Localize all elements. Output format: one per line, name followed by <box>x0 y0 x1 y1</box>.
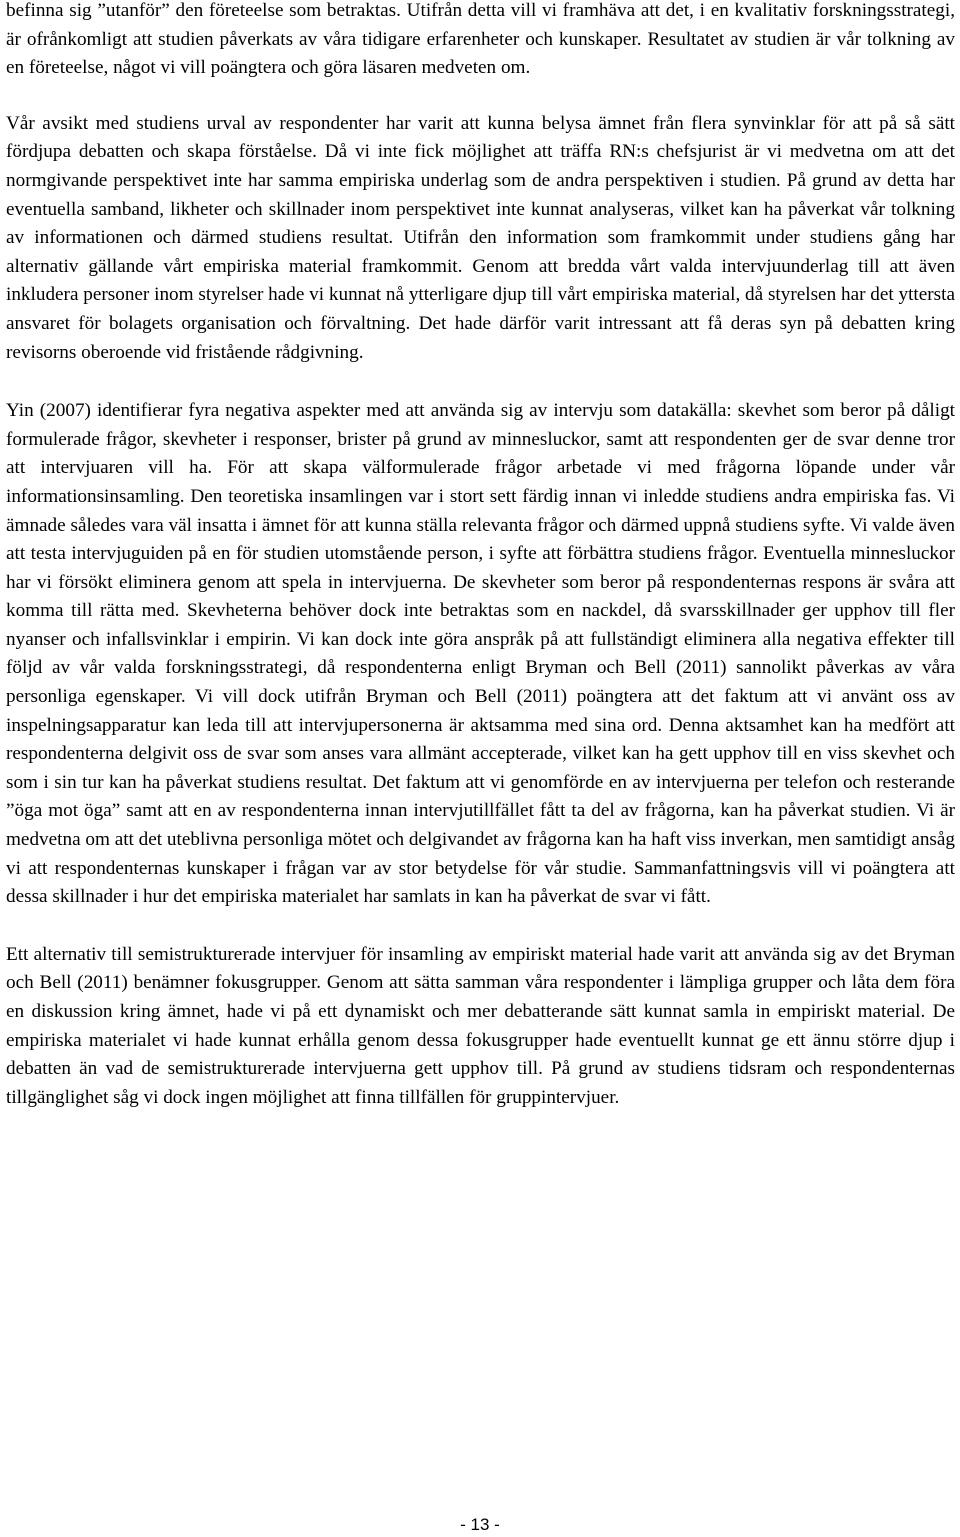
paragraph-2: Vår avsikt med studiens urval av respondenter har varit att kunna belysa ämnet från flera synvinklar för att på så sätt fördjupa debatten och skapa förståelse. Då vi inte fick möjlighet att träffa RN:s chefsjurist är vi medvetna om att det normgivande perspektivet inte har samma empiriska underlag som de andra perspektiven i studien. På grund av detta har eventuella samband, likheter och skillnader inom perspektivet inte kunnat analyseras, vilket kan ha påverkat vår tolkning av informationen och därmed studiens resultat. Utifrån den information som framkommit under studiens gång har alternativ gällande vårt empiriska material framkommit. Genom att bredda vårt valda intervjuunderlag till att även inkludera personer inom styrelser hade vi kunnat nå ytterligare djup till vårt empiriska material, då styrelsen har det yttersta ansvaret för bolagets organisation och förvaltning. Det hade därför varit intressant att få deras syn på debatten kring revisorns oberoende vid fristående rådgivning. <box>6 112 955 363</box>
document-page <box>6 0 955 1112</box>
paragraph-4: Ett alternativ till semistrukturerade intervjuer för insamling av empiriskt material hade varit att använda sig av det Bryman och Bell (2011) benämner fokusgrupper. Genom att sätta samman våra respondenter i lämpliga grupper och låta dem föra en diskussion kring ämnet, hade vi på ett dynamiskt och mer debatterande sätt kunnat samla in empiriskt material. De empiriska materialet vi hade kunnat erhålla genom dessa fokusgrupper hade eventuellt kunnat ge ett ännu större djup i debatten än vad de semistrukturerade intervjuerna gett upphov till. På grund av studiens tidsram och respondenternas tillgänglighet såg vi dock ingen möjlighet att finna tillfällen för gruppintervjuer. <box>6 943 955 1108</box>
paragraph-3: Yin (2007) identifierar fyra negativa aspekter med att använda sig av intervju som datakälla: skevhet som beror på dåligt formulerade frågor, skevheter i responser, brister på grund av minnesluckor, samt att respondenten ger de svar denne tror att intervjuaren vill ha. För att skapa välformulerade frågor arbetade vi med frågorna löpande under vår informationsinsamling. Den teoretiska insamlingen var i stort sett färdig innan vi inledde studiens andra empiriska fas. Vi ämnade således vara väl insatta i ämnet för att kunna ställa relevanta frågor och därmed uppnå studiens syfte. Vi valde även att testa intervjuguiden på en för studien utomstående person, i syfte att förbättra studiens frågor. Eventuella minnesluckor har vi försökt eliminera genom att spela in intervjuerna. De skevheter som beror på respondenternas respons är svåra att komma till rätta med. Skevheterna behöver dock inte betraktas som en nackdel, då svarsskillnader ger upphov till fler nyanser och infallsvinklar i empirin. Vi kan dock inte göra anspråk på att fullständigt eliminera alla negativa effekter till följd av vår valda forskningsstrategi, då respondenterna enligt Bryman och Bell (2011) sannolikt påverkas av våra personliga egenskaper. Vi vill dock utifrån Bryman och Bell (2011) poängtera att det faktum att vi använt oss av inspelningsapparatur kan leda till att intervjupersonerna är aktsamma med sina ord. Denna aktsamhet kan ha medfört att respondenterna delgivit oss de svar som anses vara allmänt accepterade, vilket kan ha gett upphov till en viss skevhet och som i sin tur kan ha påverkat studiens resultat. Det faktum att vi genomförde en av intervjuerna per telefon och resterande ”öga mot öga” samt att en av respondenterna innan intervjutillfället fått ta del av frågorna, kan ha påverkat studien. Vi är medvetna om att det uteblivna personliga mötet och delgivandet av frågorna kan ha haft viss inverkan, men samtidigt ansåg vi att respondenternas kunskaper i frågan var av stor betydelse för vår studie. Sammanfattningsvis vill vi poängtera att dessa skillnader i hur det empiriska materialet har samlats in kan ha påverkat de svar vi fått. <box>6 400 955 908</box>
paragraph-1: befinna sig ”utanför” den företeelse som betraktas. Utifrån detta vill vi framhäva att det, i en kvalitativ forskningsstrategi, är ofrånkomligt att studien påverkats av våra tidigare erfarenheter och kunskaper. Resultatet av studien är vår tolkning av en företeelse, något vi vill poängtera och göra läsaren medveten om. <box>6 0 955 79</box>
page-number: - 13 - <box>460 1515 500 1534</box>
